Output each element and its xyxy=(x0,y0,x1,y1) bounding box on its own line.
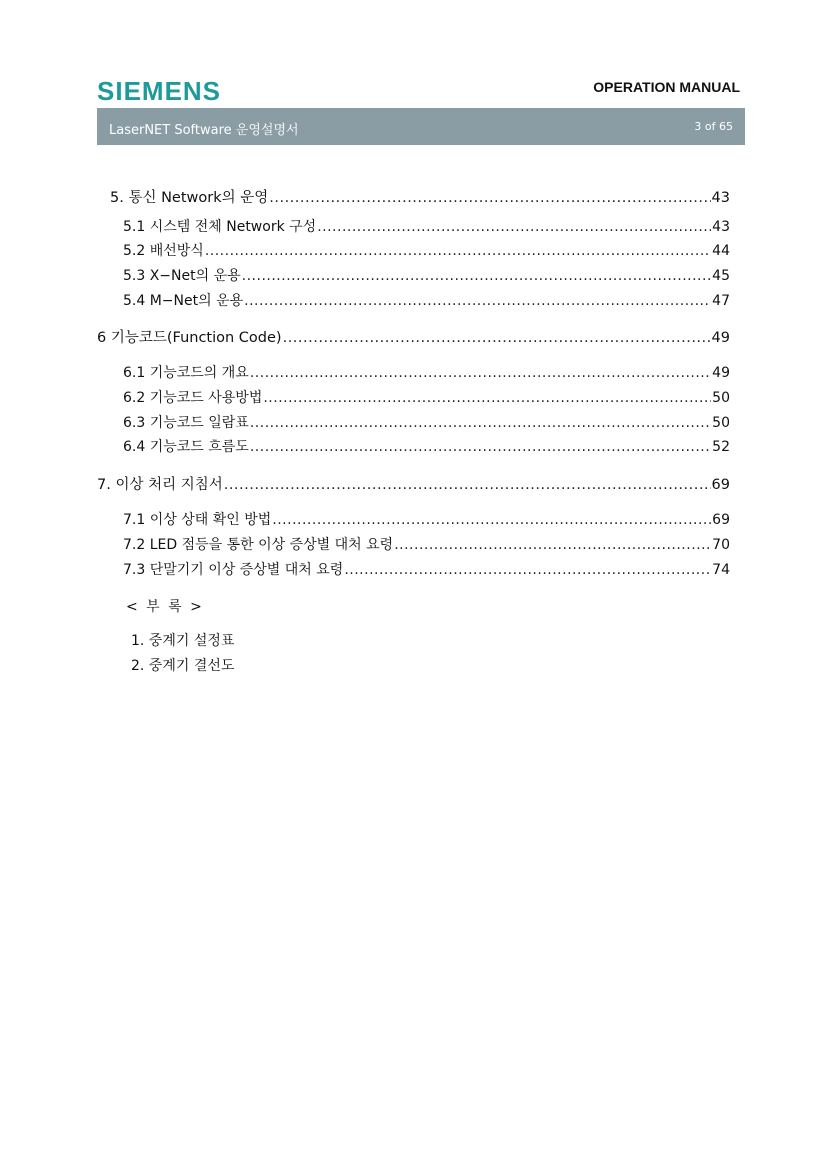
toc-entry-page: 50 xyxy=(712,415,730,431)
document-header-bar xyxy=(97,108,745,145)
toc-entry-label: 5.1 시스템 전체 Network 구성 xyxy=(123,219,317,235)
toc-entry-page: 47 xyxy=(712,293,730,309)
toc-leader-dots xyxy=(272,512,711,528)
toc-entry[interactable] xyxy=(123,534,730,554)
toc-leader-dots xyxy=(394,537,711,553)
appendix-title: < 부 록 > xyxy=(126,599,204,615)
toc-entry-page: 45 xyxy=(712,268,730,284)
toc-entry[interactable] xyxy=(123,412,730,432)
toc-entry-page: 74 xyxy=(712,562,730,578)
toc-entry-label: 6.4 기능코드 흐름도 xyxy=(123,439,249,455)
toc-entry-label: 6.3 기능코드 일람표 xyxy=(123,415,249,431)
toc-entry-label: 6.2 기능코드 사용방법 xyxy=(123,390,263,406)
toc-entry-label: 6 기능코드(Function Code) xyxy=(97,330,282,346)
toc-entry-label: 7.1 이상 상태 확인 방법 xyxy=(123,512,272,528)
toc-entry[interactable] xyxy=(123,290,730,310)
toc-entry-page: 44 xyxy=(712,243,730,259)
toc-entry-page: 52 xyxy=(712,439,730,455)
document-title: LaserNET Software 운영설명서 xyxy=(109,123,299,138)
toc-entry-label: 5.3 X−Net의 운용 xyxy=(123,268,241,284)
page-number: 3 of 65 xyxy=(694,120,733,133)
toc-entry[interactable] xyxy=(123,240,730,260)
toc-entry[interactable] xyxy=(97,326,730,347)
toc-leader-dots xyxy=(283,330,711,346)
toc-entry-label: 7.3 단말기기 이상 증상별 대처 요령 xyxy=(123,562,344,578)
toc-entry[interactable] xyxy=(123,436,730,456)
toc-entry-page: 69 xyxy=(711,477,730,493)
siemens-logo: SIEMENS xyxy=(97,76,222,106)
toc-leader-dots xyxy=(269,190,710,206)
toc-leader-dots xyxy=(205,243,711,259)
toc-leader-dots xyxy=(250,365,711,381)
toc-leader-dots xyxy=(244,293,711,309)
toc-entry[interactable] xyxy=(123,362,730,382)
toc-entry-page: 43 xyxy=(712,219,730,235)
toc-leader-dots xyxy=(224,477,711,493)
toc-entry[interactable] xyxy=(110,186,730,207)
toc-entry-page: 49 xyxy=(711,330,730,346)
toc-entry-page: 43 xyxy=(711,190,730,206)
toc-entry-label: 7. 이상 처리 지침서 xyxy=(97,477,223,493)
appendix-item[interactable]: 1. 중계기 설정표 xyxy=(131,633,235,649)
toc-entry-page: 70 xyxy=(712,537,730,553)
toc-entry[interactable] xyxy=(97,473,730,494)
toc-entry-page: 50 xyxy=(712,390,730,406)
appendix-item[interactable]: 2. 중계기 결선도 xyxy=(131,658,235,674)
toc-entry-page: 69 xyxy=(712,512,730,528)
toc-entry-label: 5. 통신 Network의 운영 xyxy=(110,190,269,206)
toc-entry[interactable] xyxy=(123,216,730,236)
toc-leader-dots xyxy=(317,219,711,235)
toc-leader-dots xyxy=(250,415,711,431)
toc-leader-dots xyxy=(344,562,711,578)
toc-entry-label: 5.2 배선방식 xyxy=(123,243,204,259)
manual-title: OPERATION MANUAL xyxy=(593,79,740,95)
toc-entry-label: 6.1 기능코드의 개요 xyxy=(123,365,249,381)
toc-entry-label: 5.4 M−Net의 운용 xyxy=(123,293,244,309)
toc-entry-page: 49 xyxy=(712,365,730,381)
toc-entry[interactable] xyxy=(123,509,730,529)
toc-entry[interactable] xyxy=(123,265,730,285)
toc-entry-label: 7.2 LED 점등을 통한 이상 증상별 대처 요령 xyxy=(123,537,394,553)
toc-leader-dots xyxy=(242,268,712,284)
toc-entry[interactable] xyxy=(123,559,730,579)
toc-entry[interactable] xyxy=(123,387,730,407)
toc-leader-dots xyxy=(263,390,711,406)
toc-leader-dots xyxy=(250,439,711,455)
